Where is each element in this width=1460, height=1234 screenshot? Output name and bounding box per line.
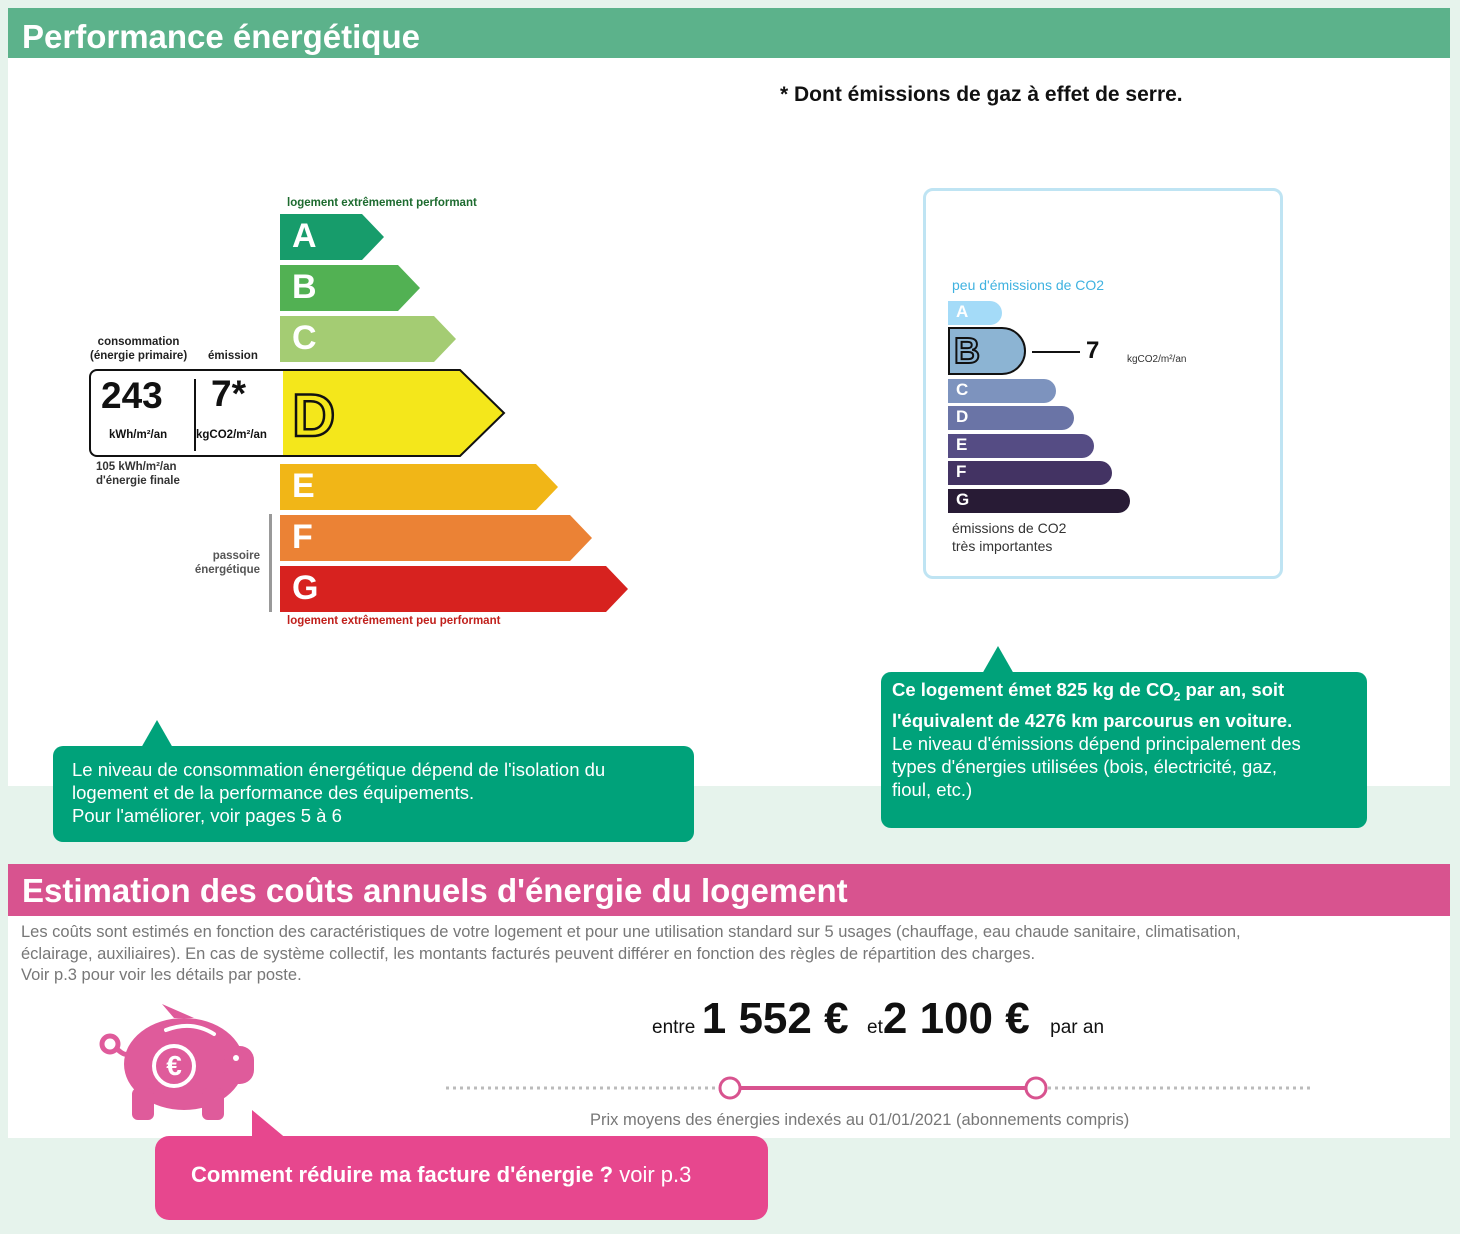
cost-entre: entre — [652, 1017, 696, 1038]
passoire-line1: passoire — [212, 550, 260, 562]
energy-class-d-active — [280, 369, 508, 457]
emission-unit: kgCO2/m²/an — [196, 429, 267, 441]
energy-value-box — [89, 369, 283, 457]
co2-class-a — [948, 301, 1004, 325]
consumption-header-line2: (énergie primaire) — [90, 350, 188, 362]
energy-bubble-pointer — [141, 720, 173, 748]
passoire-bracket — [269, 514, 272, 612]
co2-unit: kgCO2/m²/an — [1127, 354, 1187, 365]
passoire-label — [180, 549, 260, 577]
co2-class-g — [948, 489, 1132, 513]
co2-class-e-letter: E — [956, 435, 968, 454]
co2-bubble-line5: fioul, etc.) — [892, 778, 973, 800]
co2-bubble-bold-line2: l'équivalent de 4276 km parcourus en voiture. — [892, 709, 1293, 731]
co2-bubble-bold-1b: par an, soit — [1180, 679, 1285, 700]
price-note: Prix moyens des énergies indexés au 01/01/2021 (abonnements compris) — [590, 1111, 1130, 1129]
co2-class-f-letter: F — [956, 462, 967, 481]
cost-range-slider — [440, 1074, 1320, 1104]
energy-class-c — [280, 316, 458, 362]
energy-class-d-letter: D — [292, 382, 336, 449]
cost-max: 2 100 € — [882, 994, 1030, 1043]
final-energy — [96, 460, 180, 488]
emission-value: 7* — [211, 373, 246, 414]
co2-subscript: 2 — [1173, 689, 1181, 704]
co2-bottom-label — [952, 519, 1066, 555]
co2-value: 7 — [1086, 337, 1100, 364]
co2-class-d — [948, 406, 1076, 430]
cost-et: et — [867, 1017, 883, 1038]
co2-bubble — [881, 672, 1367, 828]
co2-class-c — [948, 379, 1058, 403]
co2-top-label: peu d'émissions de CO2 — [952, 277, 1105, 293]
co2-class-c-letter: C — [956, 380, 969, 399]
emission-header: émission — [208, 350, 258, 362]
final-energy-line1: 105 kWh/m²/an — [96, 461, 177, 473]
co2-pointer-line — [1032, 351, 1080, 353]
energy-top-label: logement extrêmement performant — [287, 197, 477, 209]
cost-par-an: par an — [1050, 1017, 1105, 1038]
energy-class-a — [280, 214, 386, 260]
co2-bubble-bold-line1 — [892, 678, 1367, 709]
energy-bubble — [53, 746, 694, 842]
co2-class-f — [948, 461, 1114, 485]
energy-class-b-letter: B — [292, 268, 317, 306]
consumption-unit: kWh/m²/an — [109, 429, 168, 441]
cost-range — [652, 994, 1104, 1044]
co2-class-b-letter: B — [954, 330, 980, 371]
cost-min-handle — [720, 1078, 740, 1098]
co2-class-a-letter: A — [956, 302, 969, 321]
co2-bubble-bold-1a: Ce logement émet 825 kg de CO — [892, 679, 1174, 700]
consumption-header-line1: consommation — [97, 336, 180, 348]
co2-class-d-letter: D — [956, 407, 969, 426]
performance-header — [8, 8, 1450, 58]
energy-class-e-letter: E — [292, 467, 315, 505]
energy-bottom-label: logement extrêmement peu performant — [287, 615, 501, 627]
costs-title: Estimation des coûts annuels d'énergie du logement — [22, 872, 848, 909]
ghg-note: * Dont émissions de gaz à effet de serre. — [780, 83, 1183, 106]
energy-class-g-letter: G — [292, 569, 319, 607]
costs-desc-line2: éclairage, auxiliaires). En cas de système collectif, les montants facturés peuvent différer en fonction des règles de répartition des charges. — [21, 944, 1036, 963]
energy-class-b — [280, 265, 422, 311]
co2-class-g-letter: G — [956, 490, 970, 509]
co2-class-b-active — [948, 327, 1028, 375]
co2-bottom-line1: émissions de CO2 — [952, 520, 1067, 536]
co2-bubble-pointer — [982, 646, 1014, 674]
energy-class-f — [280, 515, 594, 561]
energy-bubble-line2: logement et de la performance des équipements. — [72, 782, 475, 803]
consumption-value: 243 — [101, 375, 163, 416]
energy-bubble-line1: Le niveau de consommation énergétique dépend de l'isolation du — [72, 759, 606, 780]
energy-class-g — [280, 566, 630, 612]
consumption-header — [90, 335, 187, 363]
costs-desc-line3: Voir p.3 pour voir les détails par poste. — [21, 966, 302, 984]
co2-bubble-line3: Le niveau d'émissions dépend principalement des — [892, 732, 1301, 754]
final-energy-line2: d'énergie finale — [96, 475, 180, 487]
energy-class-a-letter: A — [292, 217, 317, 255]
energy-bubble-line3: Pour l'améliorer, voir pages 5 à 6 — [72, 805, 342, 826]
cta-bold: Comment réduire ma facture d'énergie ? — [191, 1162, 614, 1187]
cost-max-handle — [1026, 1078, 1046, 1098]
co2-class-e — [948, 434, 1096, 458]
cta-button[interactable] — [155, 1136, 768, 1220]
energy-class-c-letter: C — [292, 319, 317, 357]
co2-bubble-line4: types d'énergies utilisées (bois, électricité, gaz, — [892, 755, 1278, 777]
energy-class-f-letter: F — [292, 518, 313, 556]
piggy-euro-symbol: € — [166, 1050, 182, 1081]
passoire-line2: énergétique — [194, 564, 260, 576]
cost-min: 1 552 € — [701, 994, 849, 1043]
costs-description — [21, 922, 1441, 987]
costs-header — [8, 864, 1450, 916]
energy-class-e — [280, 464, 560, 510]
performance-title: Performance énergétique — [22, 18, 420, 55]
costs-desc-line1: Les coûts sont estimés en fonction des caractéristiques de votre logement et pour une utilisation standard sur 5 usages (chauffage, eau chaude sanitaire, climatisation, — [21, 923, 1241, 941]
co2-bottom-line2: très importantes — [952, 538, 1053, 554]
cta-link[interactable]: voir p.3 — [613, 1162, 692, 1187]
